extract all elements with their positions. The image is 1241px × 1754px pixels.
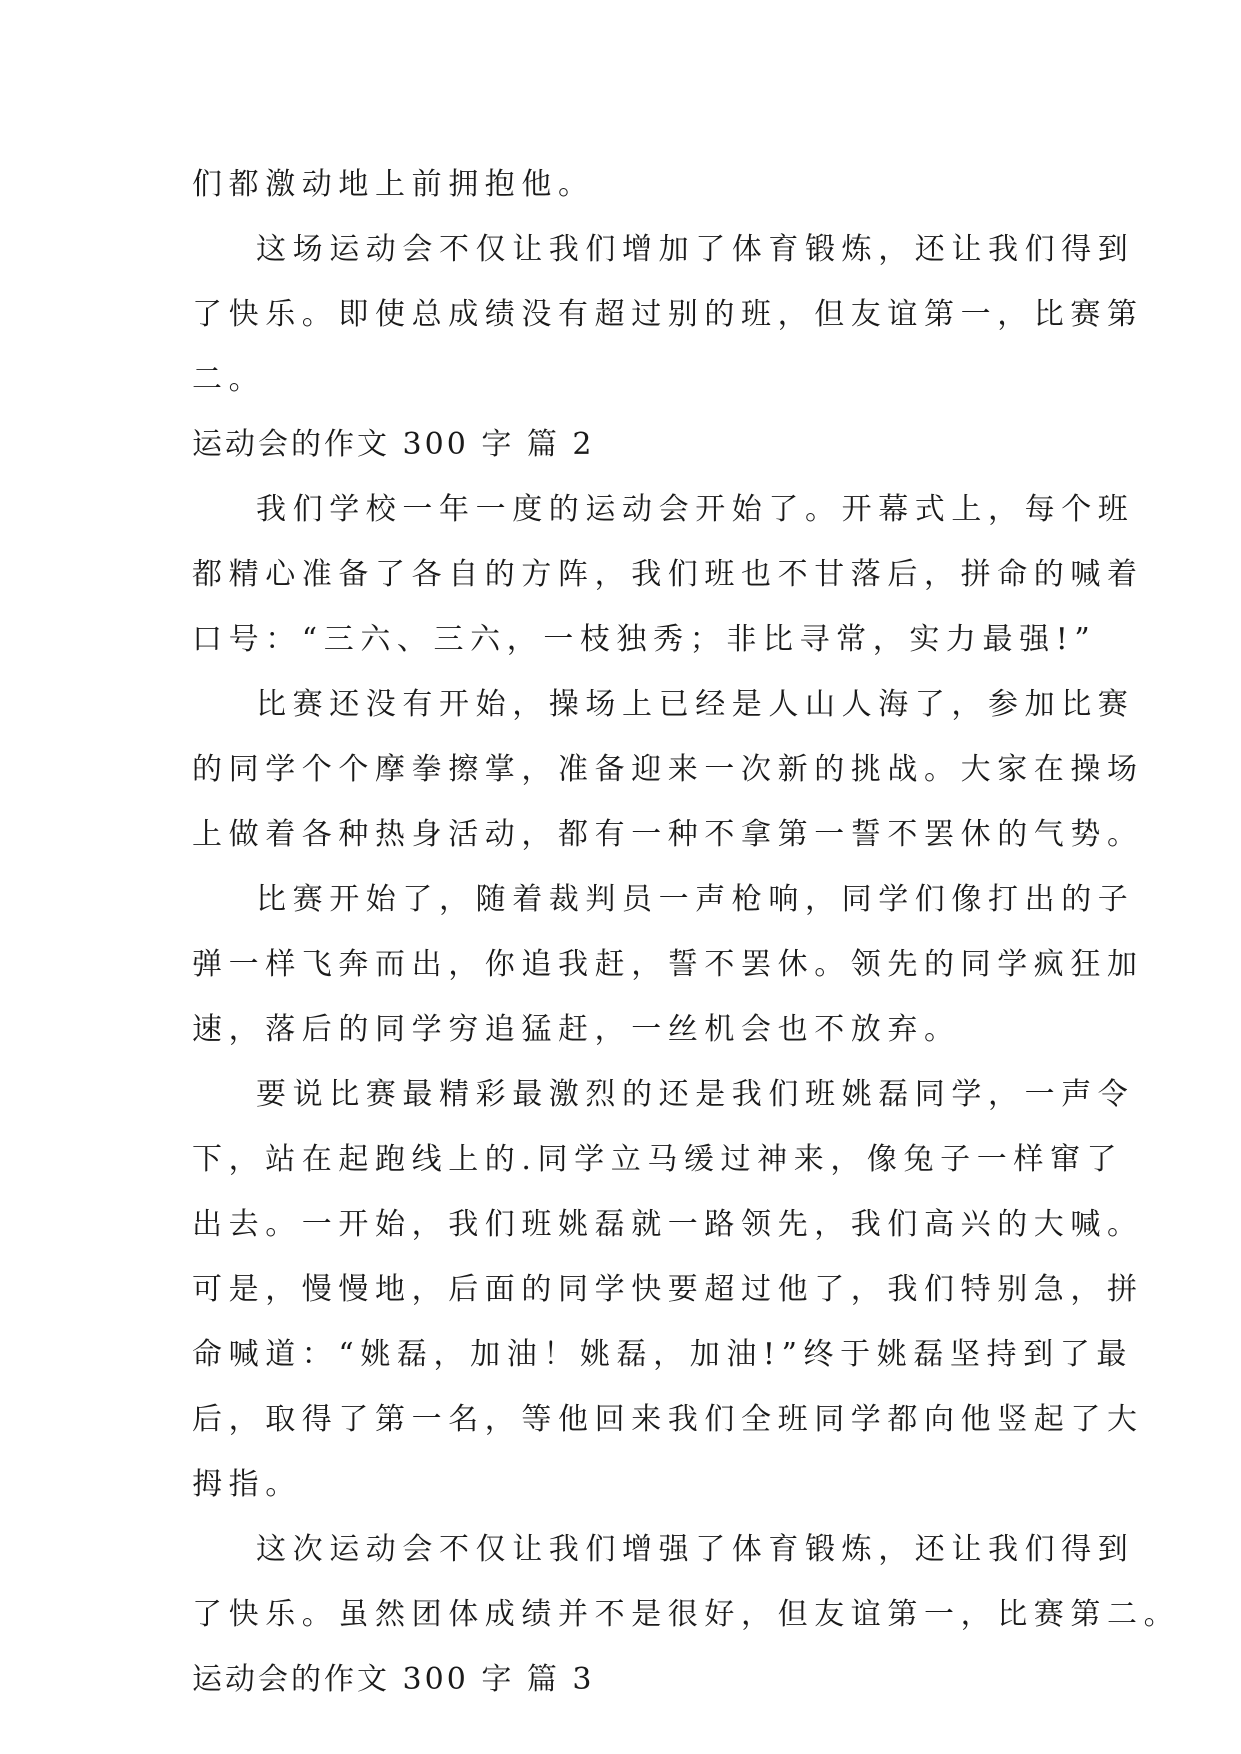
text-line: 拇指。 bbox=[192, 1467, 302, 1502]
text-line: 我们学校一年一度的运动会开始了。开幕式上，每个班 bbox=[256, 492, 1135, 527]
text-line: 了快乐。虽然团体成绩并不是很好，但友谊第一，比赛第二。 bbox=[192, 1597, 1181, 1632]
text-line: 都精心准备了各自的方阵，我们班也不甘落后，拼命的喊着 bbox=[192, 557, 1144, 592]
text-line: 二。 bbox=[192, 362, 266, 397]
text-line: 了快乐。即使总成绩没有超过别的班，但友谊第一，比赛第 bbox=[192, 297, 1144, 332]
text-line: 命喊道：“姚磊，加油！姚磊，加油!”终于姚磊坚持到了最 bbox=[192, 1337, 1133, 1372]
section-heading: 运动会的作文 300 字 篇 3 bbox=[192, 1662, 595, 1697]
text-line: 要说比赛最精彩最激烈的还是我们班姚磊同学，一声令 bbox=[256, 1077, 1135, 1112]
text-line: 这场运动会不仅让我们增加了体育锻炼，还让我们得到 bbox=[256, 232, 1135, 267]
text-line: 比赛开始了，随着裁判员一声枪响，同学们像打出的子 bbox=[256, 882, 1135, 917]
text-line: 出去。一开始，我们班姚磊就一路领先，我们高兴的大喊。 bbox=[192, 1207, 1144, 1242]
text-line: 上做着各种热身活动，都有一种不拿第一誓不罢休的气势。 bbox=[192, 817, 1144, 852]
text-line: 口号：“三六、三六，一枝独秀；非比寻常，实力最强!” bbox=[192, 622, 1097, 657]
text-line: 们都激动地上前拥抱他。 bbox=[192, 167, 595, 202]
text-line: 比赛还没有开始，操场上已经是人山人海了，参加比赛 bbox=[256, 687, 1135, 722]
text-line: 这次运动会不仅让我们增强了体育锻炼，还让我们得到 bbox=[256, 1532, 1135, 1567]
text-line: 速，落后的同学穷追猛赶，一丝机会也不放弃。 bbox=[192, 1012, 961, 1047]
essay-body bbox=[192, 152, 1181, 1712]
text-line: 可是，慢慢地，后面的同学快要超过他了，我们特别急，拼 bbox=[192, 1272, 1144, 1307]
text-line: 后，取得了第一名，等他回来我们全班同学都向他竖起了大 bbox=[192, 1402, 1144, 1437]
text-line: 的同学个个摩拳擦掌，准备迎来一次新的挑战。大家在操场 bbox=[192, 752, 1144, 787]
section-heading: 运动会的作文 300 字 篇 2 bbox=[192, 427, 595, 462]
text-line: 弹一样飞奔而出，你追我赶，誓不罢休。领先的同学疯狂加 bbox=[192, 947, 1144, 982]
text-line: 下，站在起跑线上的.同学立马缓过神来，像兔子一样窜了 bbox=[192, 1142, 1124, 1177]
